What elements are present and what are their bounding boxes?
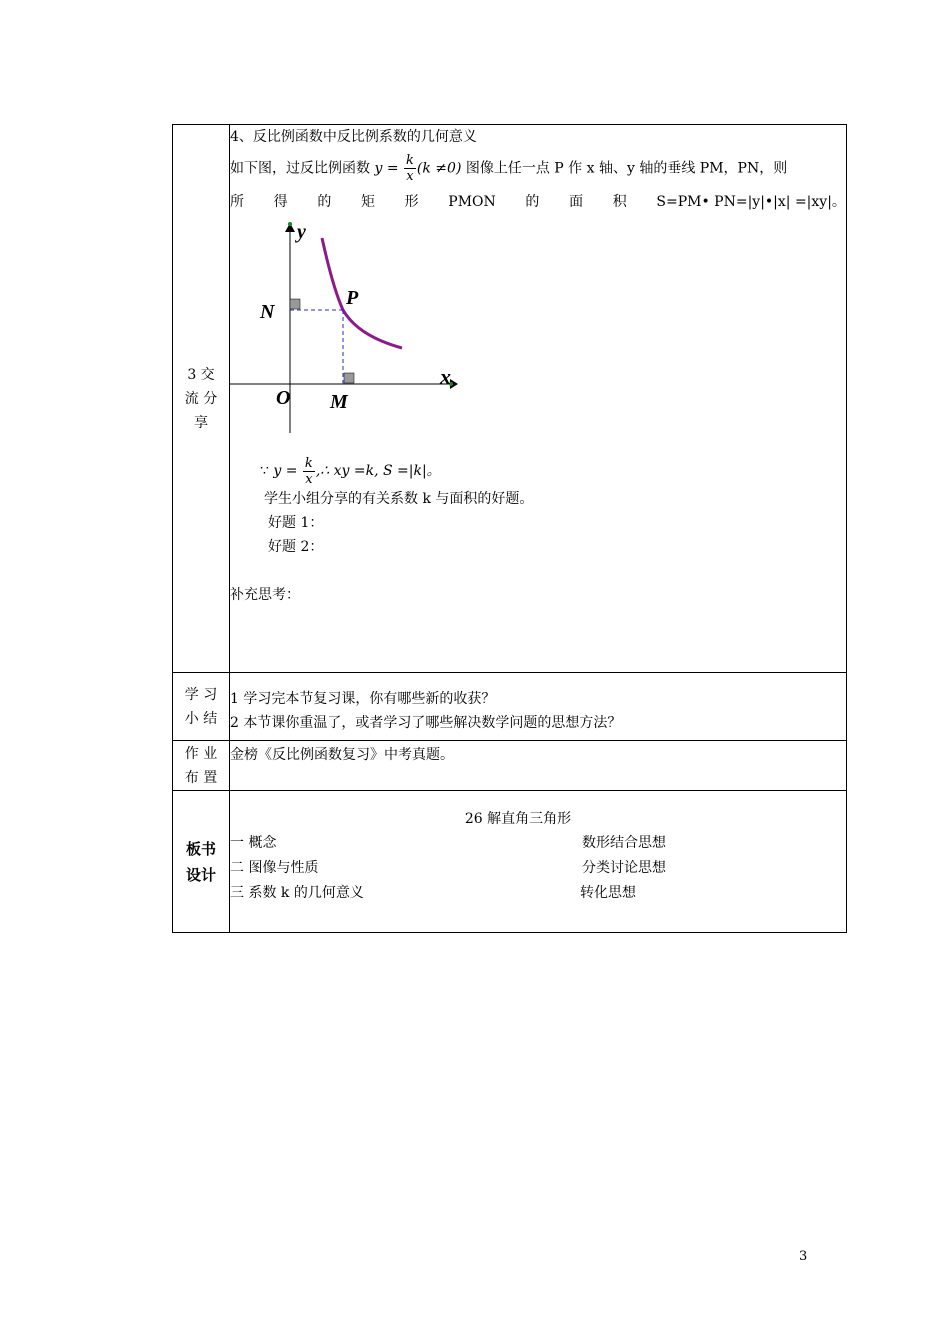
homework-row: [173, 741, 847, 791]
area-formula: S=PM• PN=|y|•|x| =|xy|。: [656, 194, 846, 210]
point-m-label: M: [330, 391, 348, 413]
x-axis-label: x: [440, 364, 451, 389]
homework-content-cell: [230, 741, 847, 791]
formula-eq: =: [386, 160, 399, 177]
board-label-line: 板书: [185, 839, 216, 858]
spread-word: 得: [273, 194, 288, 210]
lesson-table: [172, 124, 847, 933]
because-denominator: x: [305, 471, 313, 487]
formula-denominator: x: [406, 169, 414, 184]
hyperbola-graph: [230, 218, 470, 443]
good-question-1: 好题 1：: [268, 515, 324, 531]
because-rest: ,∴ xy =k, S =|k|。: [315, 463, 441, 479]
share-text: 学生小组分享的有关系数 k 与面积的好题。: [264, 491, 534, 507]
board-row: [173, 791, 847, 933]
formula-y: y: [374, 160, 383, 177]
right-angle-mark-m: [344, 373, 354, 383]
share-label-cell: [173, 125, 230, 673]
board-row-item: [230, 856, 846, 881]
intro-prefix: 如下图，过反比例函数: [230, 160, 370, 177]
because-line: [230, 455, 846, 487]
board-row-left: 二 图像与性质: [230, 860, 319, 876]
board-content-cell: [230, 791, 847, 933]
board-row-right: 分类讨论思想: [582, 860, 666, 876]
spread-word: 的: [317, 194, 332, 210]
formula-condition: (k ≠0): [416, 160, 462, 177]
summary-item-2: 2 本节课你重温了，或者学习了哪些解决数学问题的思想方法？: [230, 715, 622, 731]
spread-word: 积: [612, 194, 627, 210]
board-title: 26 解直角三角形: [464, 811, 572, 827]
board-row-item: [230, 881, 846, 906]
spread-word: 面: [569, 194, 584, 210]
homework-label-cell: [173, 741, 230, 791]
board-label-cell: [173, 791, 230, 933]
homework-text: 金榜《反比例函数复习》中考真题。: [230, 747, 454, 763]
page-number: 3: [799, 1249, 808, 1264]
share-content-cell: [230, 125, 847, 673]
board-row-left: 三 系数 k 的几何意义: [230, 885, 364, 901]
share-label-line: 3 交: [187, 366, 215, 383]
spread-word: 的: [525, 194, 540, 210]
spread-word: 矩: [360, 194, 375, 210]
board-row-right: 数形结合思想: [582, 835, 666, 851]
intro-suffix: 图像上任一点 P 作 x 轴、y 轴的垂线 PM，PN，则: [465, 160, 788, 177]
board-row-item: [230, 831, 846, 856]
summary-label-line: 小 结: [184, 710, 218, 727]
point-n-label: N: [260, 301, 275, 323]
spread-line: [230, 190, 846, 214]
because-y: y =: [273, 463, 298, 479]
summary-row: [173, 673, 847, 741]
share-row: [173, 125, 847, 673]
hyperbola-curve: [322, 238, 402, 348]
y-axis-label: y: [297, 221, 306, 243]
supplement-thought: 补充思考：: [230, 587, 300, 603]
spread-word: 形: [404, 194, 419, 210]
homework-label-line: 布 置: [184, 769, 218, 786]
summary-label-line: 学 习: [184, 686, 218, 703]
board-row-left: 一 概念: [230, 835, 277, 851]
point-p-label: P: [346, 287, 359, 309]
section-heading: 4、反比例函数中反比例系数的几何意义: [230, 129, 477, 145]
good-question-2: 好题 2：: [268, 539, 324, 555]
y-axis-end-dot: [288, 222, 292, 226]
share-label-line: 流 分: [184, 390, 218, 407]
formula-fraction: [404, 153, 416, 184]
formula-numerator: k: [406, 153, 414, 168]
board-label-line: 设计: [185, 865, 216, 884]
origin-label: O: [276, 387, 291, 409]
because-symbol: ∵: [260, 463, 269, 479]
right-angle-mark-n: [290, 299, 300, 309]
summary-label-cell: [173, 673, 230, 741]
intro-line: [230, 153, 846, 184]
spread-word: PMON: [448, 194, 496, 210]
summary-item-1: 1 学习完本节复习课，你有哪些新的收获？: [230, 691, 496, 707]
summary-content-cell: [230, 673, 847, 741]
board-row-right: 转化思想: [580, 885, 636, 901]
homework-label-line: 作 业: [184, 745, 218, 762]
because-fraction: [303, 456, 315, 487]
because-numerator: k: [304, 455, 313, 471]
share-label-line: 享: [194, 414, 208, 431]
spread-word: 所: [230, 194, 244, 210]
